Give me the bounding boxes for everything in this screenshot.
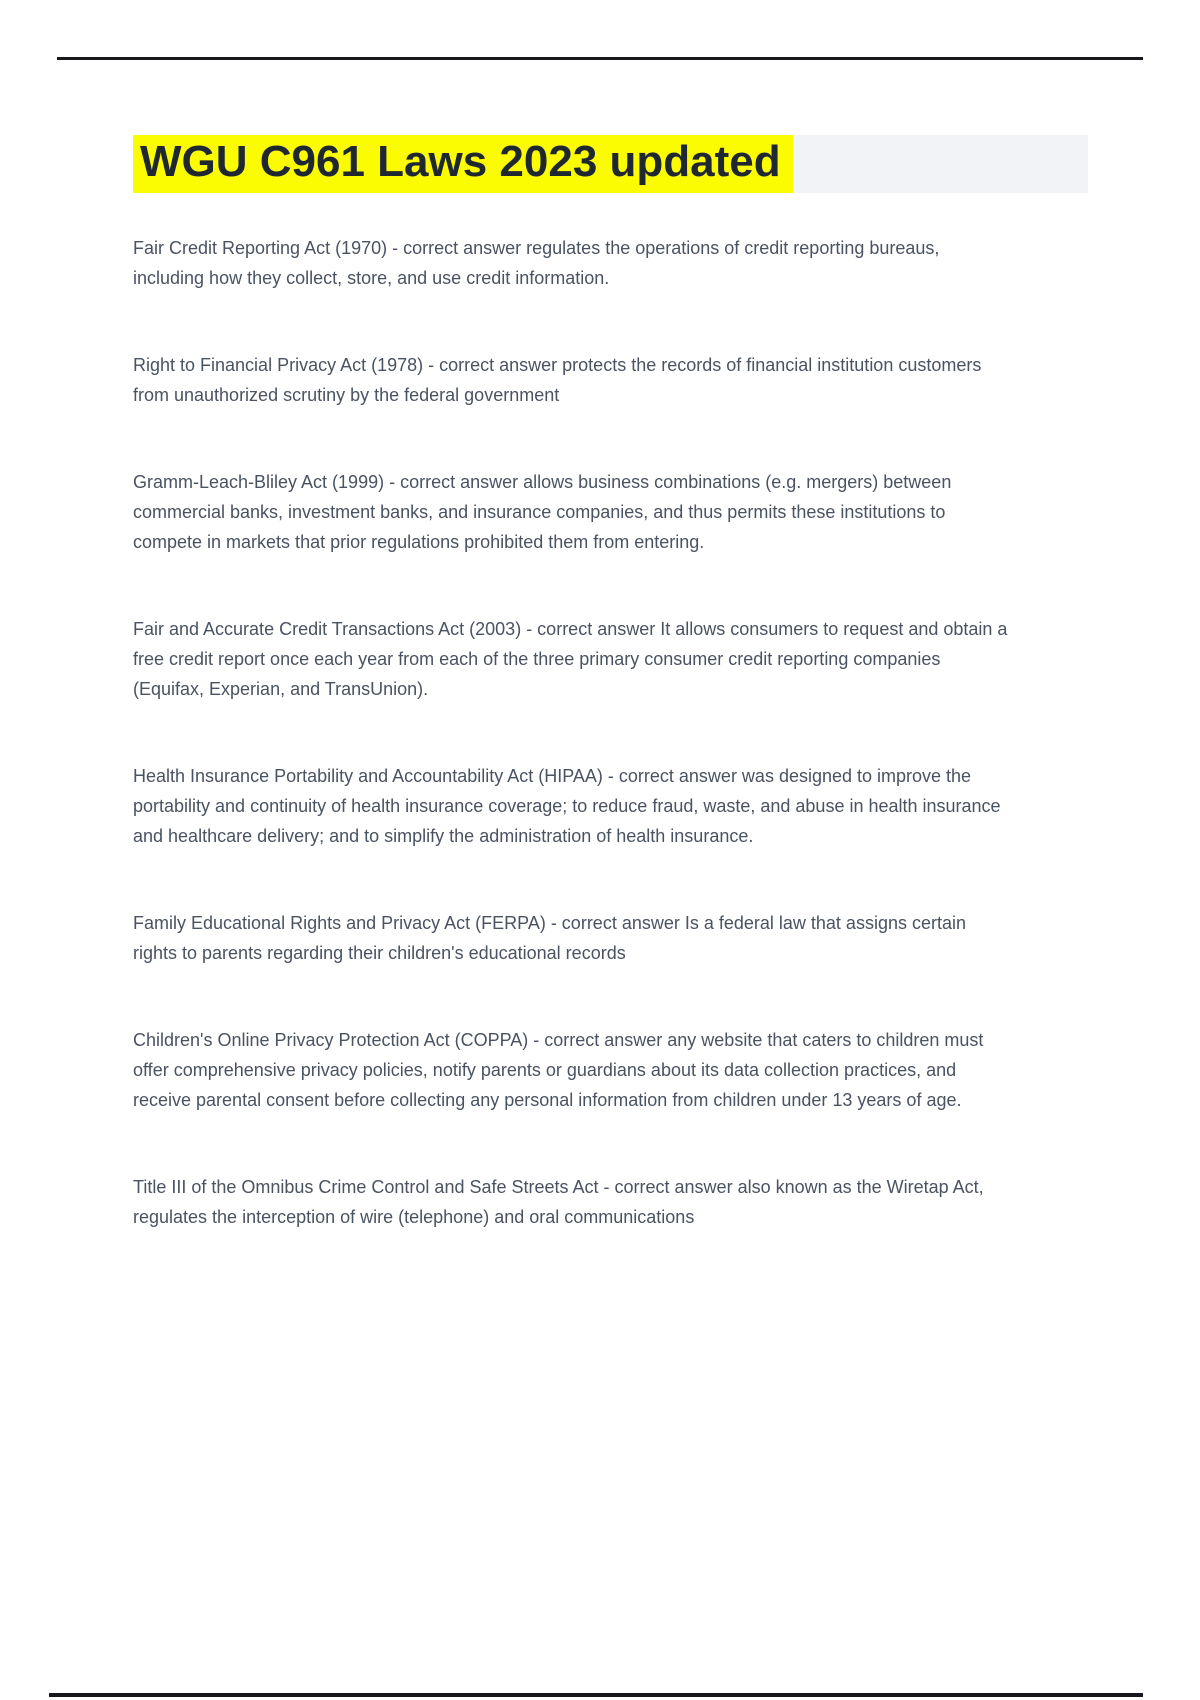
qa-entry-hipaa: Health Insurance Portability and Accountability Act (HIPAA) - correct answer was designed to improve the portability and continuity of health insurance coverage; to reduce fraud, waste, and abuse in health insurance and healthcare delivery; and to simplify the administration of health insurance. [133,766,1001,846]
qa-entry-coppa: Children's Online Privacy Protection Act (COPPA) - correct answer any website that caters to children must offer comprehensive privacy policies, notify parents or guardians about its data collection practices, and receive parental consent before collecting any personal information from children under 13 years of age. [133,1030,984,1110]
qa-entry-omnibus-crime-control-act: Title III of the Omnibus Crime Control and Safe Streets Act - correct answer also known as the Wiretap Act, regulates the interception of wire (telephone) and oral communications [133,1177,984,1227]
qa-entry-fair-and-accurate-credit-transactions-act: Fair and Accurate Credit Transactions Act (2003) - correct answer It allows consumers to request and obtain a free credit report once each year from each of the three primary consumer credit reporting companies (Equifax, Experian, and TransUnion). [133,619,1008,699]
qa-entry-ferpa: Family Educational Rights and Privacy Act (FERPA) - correct answer Is a federal law that assigns certain rights to parents regarding their children's educational records [133,913,966,963]
qa-entry-gramm-leach-bliley-act: Gramm-Leach-Bliley Act (1999) - correct answer allows business combinations (e.g. mergers) between commercial banks, investment banks, and insurance companies, and thus permits these institutions to compete in markets that prior regulations prohibited them from entering. [133,472,952,552]
qa-entry-fair-credit-reporting-act: Fair Credit Reporting Act (1970) - correct answer regulates the operations of credit reporting bureaus, including how they collect, store, and use credit information. [133,238,940,288]
bottom-page-rule [49,1693,1143,1697]
page-title: WGU C961 Laws 2023 updated [133,135,793,193]
title-highlight-bar [133,135,1088,193]
top-page-rule [57,57,1143,60]
document-body [133,135,1011,1289]
qa-entry-right-to-financial-privacy-act: Right to Financial Privacy Act (1978) - correct answer protects the records of financial institution customers from unauthorized scrutiny by the federal government [133,355,982,405]
